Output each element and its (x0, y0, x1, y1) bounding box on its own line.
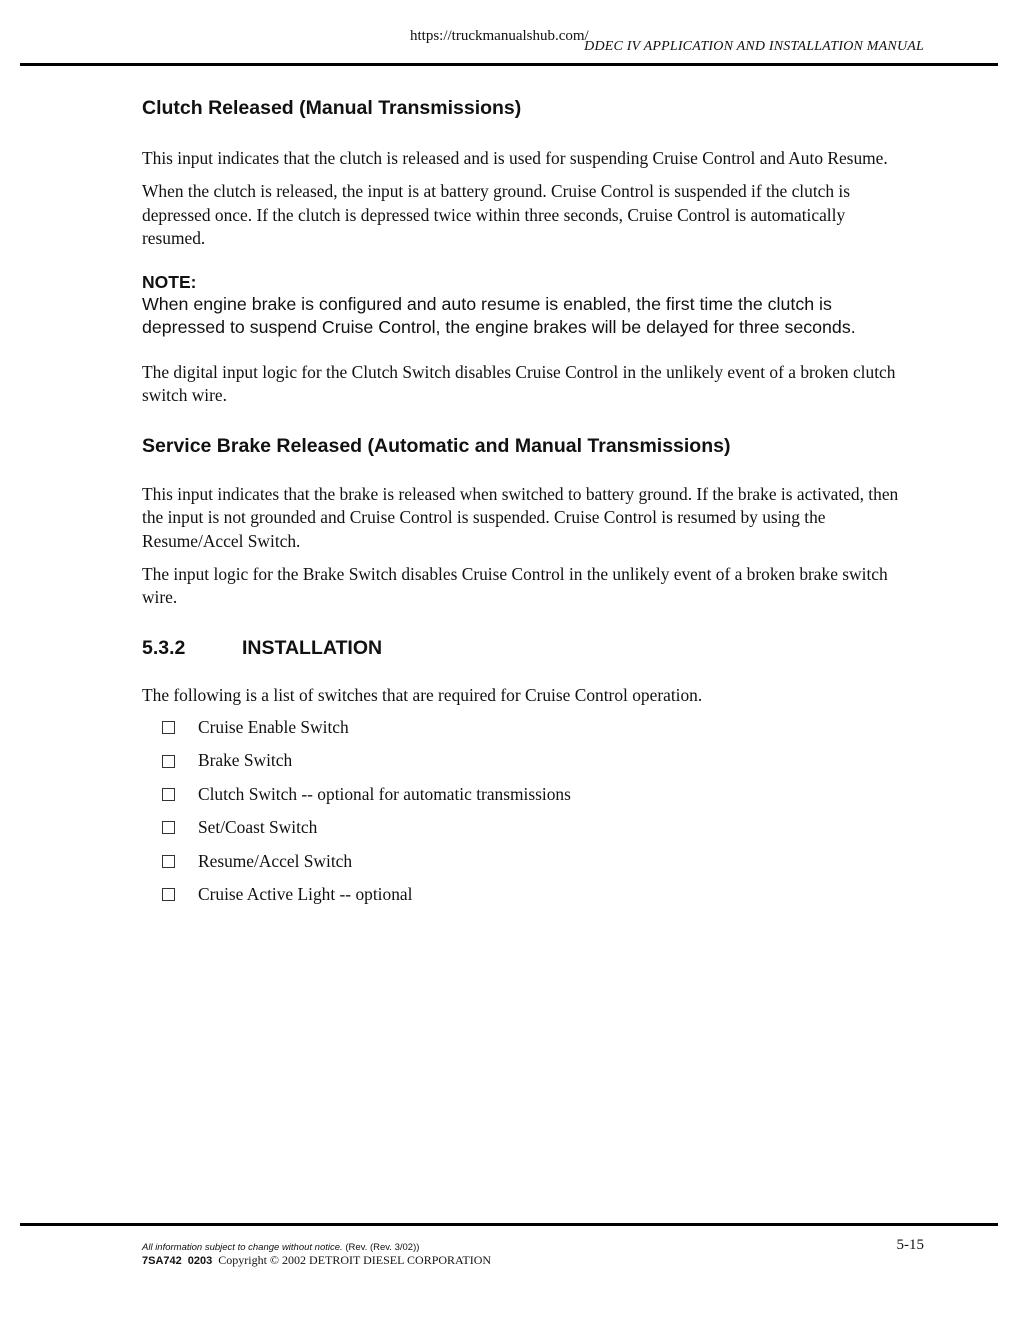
clutch-paragraph-3: The digital input logic for the Clutch Switch disables Cruise Control in the unlikely event of a broken clutch switch wire. (142, 361, 896, 405)
clutch-paragraph-2: When the clutch is released, the input is at battery ground. Cruise Control is suspended if the clutch is depressed once. If the clutch is depressed twice within three seconds, Cruise Control is automatically resumed. (142, 181, 851, 248)
copyright-text: Copyright © 2002 DETROIT DIESEL CORPORATION (218, 1253, 492, 1267)
list-item (162, 850, 912, 874)
list-item (162, 716, 912, 740)
checkbox-icon (162, 721, 175, 734)
page-body (142, 95, 912, 916)
list-item-label: Resume/Accel Switch (198, 850, 353, 871)
service-brake-heading: Service Brake Released (Automatic and Manual Transmissions) (142, 434, 731, 457)
installation-intro: The following is a list of switches that are required for Cruise Control operation. (142, 684, 703, 705)
list-item (162, 883, 912, 907)
doc-date: 0203 (187, 1255, 213, 1267)
list-item-label: Set/Coast Switch (198, 817, 318, 838)
list-item (162, 816, 912, 840)
checkbox-icon (162, 755, 175, 768)
list-item (162, 783, 912, 807)
footer-rule (20, 1223, 998, 1226)
checkbox-icon (162, 821, 175, 834)
list-item-label: Clutch Switch -- optional for automatic transmissions (198, 783, 571, 804)
brake-paragraph-2: The input logic for the Brake Switch disables Cruise Control in the unlikely event of a broken brake switch wire. (142, 563, 888, 607)
page-number: 5-15 (896, 1237, 924, 1253)
notice-text: All information subject to change without notice. (142, 1242, 343, 1253)
note-block (142, 271, 912, 340)
note-label: NOTE: (142, 271, 197, 292)
revision-text: (Rev. (Rev. 3/02)) (345, 1242, 420, 1253)
section-number: 5.3.2 (142, 636, 186, 659)
list-item (162, 749, 912, 773)
installation-heading (142, 635, 912, 661)
header-rule (20, 63, 998, 66)
running-header-title: DDEC IV APPLICATION AND INSTALLATION MANUAL (584, 39, 924, 54)
checkbox-icon (162, 888, 175, 901)
footer-copyright (142, 1253, 491, 1268)
source-url: https://truckmanualshub.com/ (410, 28, 589, 44)
section-title: INSTALLATION (242, 636, 383, 659)
clutch-paragraph-1: This input indicates that the clutch is released and is used for suspending Cruise Control and Auto Resume. (142, 148, 888, 168)
note-text: When engine brake is configured and auto resume is enabled, the first time the clutch is depressed to suspend Cruise Control, the engine brakes will be delayed for three seconds. (142, 293, 856, 337)
switch-checklist (142, 716, 912, 906)
doc-code: 7SA742 (142, 1255, 182, 1267)
list-item-label: Brake Switch (198, 750, 293, 771)
clutch-released-heading: Clutch Released (Manual Transmissions) (142, 97, 522, 119)
list-item-label: Cruise Enable Switch (198, 717, 349, 737)
list-item-label: Cruise Active Light -- optional (198, 883, 413, 904)
checkbox-icon (162, 855, 175, 868)
footer-notice (142, 1242, 419, 1253)
brake-paragraph-1: This input indicates that the brake is released when switched to battery ground. If the brake is activated, then the input is not grounded and Cruise Control is suspended. Cruise Control is resumed by using the Resume/Accel Switch. (142, 483, 899, 551)
checkbox-icon (162, 788, 175, 801)
